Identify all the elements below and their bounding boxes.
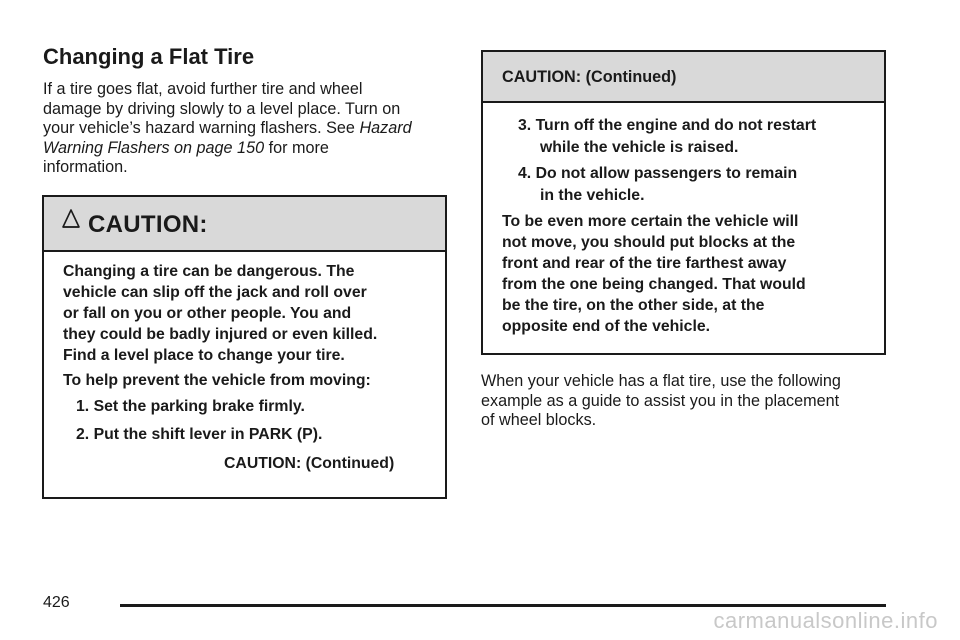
prevent-heading: To help prevent the vehicle from moving: [63,372,371,389]
intro-text: for more [264,138,329,157]
warning-icon [60,207,82,231]
caution-text-line: To be even more certain the vehicle will [502,213,799,230]
intro-paragraph [43,80,412,178]
page-number: 426 [43,594,70,611]
intro-line: information. [43,158,128,176]
intro-line: damage by driving slowly to a level place. Turn on [43,99,401,118]
intro-line: If a tire goes flat, avoid further tire and wheel [43,80,363,98]
caution-step-continuation: in the vehicle. [540,187,645,204]
wheel-blocks-paragraph [481,372,841,431]
caution-text-line: or fall on you or other people. You and [63,305,352,322]
caution-text-line: from the one being changed. That would [502,276,806,293]
caution-step-continuation: while the vehicle is raised. [540,139,739,156]
caution-text-line: Find a level place to change your tire. [63,347,345,364]
caution-text-line: front and rear of the tire farthest away [502,255,787,272]
intro-text: your vehicle’s hazard warning flashers. See [43,119,360,137]
intro-line [43,119,412,139]
caution-text-line: opposite end of the vehicle. [502,318,711,335]
caution-text-line: Changing a tire can be dangerous. The [63,263,355,280]
caution-step: 2. Put the shift lever in PARK (P). [76,426,323,443]
caution-box [42,195,447,499]
page-title: Changing a Flat Tire [43,44,255,69]
caution-continued-label: CAUTION: (Continued) [224,455,395,472]
caution-continued-heading: CAUTION: (Continued) [502,68,677,86]
caution-header [44,197,445,252]
caution-step: 4. Do not allow passengers to remain [518,165,798,182]
caution-step: 3. Turn off the engine and do not restart [518,117,817,134]
paragraph-line: example as a guide to assist you in the placement [481,391,840,410]
paragraph-line: of wheel blocks. [481,411,597,429]
caution-step: 1. Set the parking brake firmly. [76,398,305,415]
site-watermark: carmanualsonline.info [713,608,938,633]
intro-line [43,139,412,159]
caution-header [483,52,884,103]
caution-text-line: not move, you should put blocks at the [502,234,796,251]
caution-text-line: be the tire, on the other side, at the [502,297,765,314]
caution-text-line: vehicle can slip off the jack and roll over [63,284,367,301]
caution-text-line: they could be badly injured or even killed. [63,326,378,343]
hazard-flashers-reference: Warning Flashers on page 150 [43,138,265,157]
paragraph-line: When your vehicle has a flat tire, use the following [481,372,841,390]
hazard-flashers-reference: Hazard [359,119,412,137]
caution-heading: CAUTION: [88,211,208,238]
footer-rule [120,604,886,607]
caution-continued-box [481,50,886,355]
